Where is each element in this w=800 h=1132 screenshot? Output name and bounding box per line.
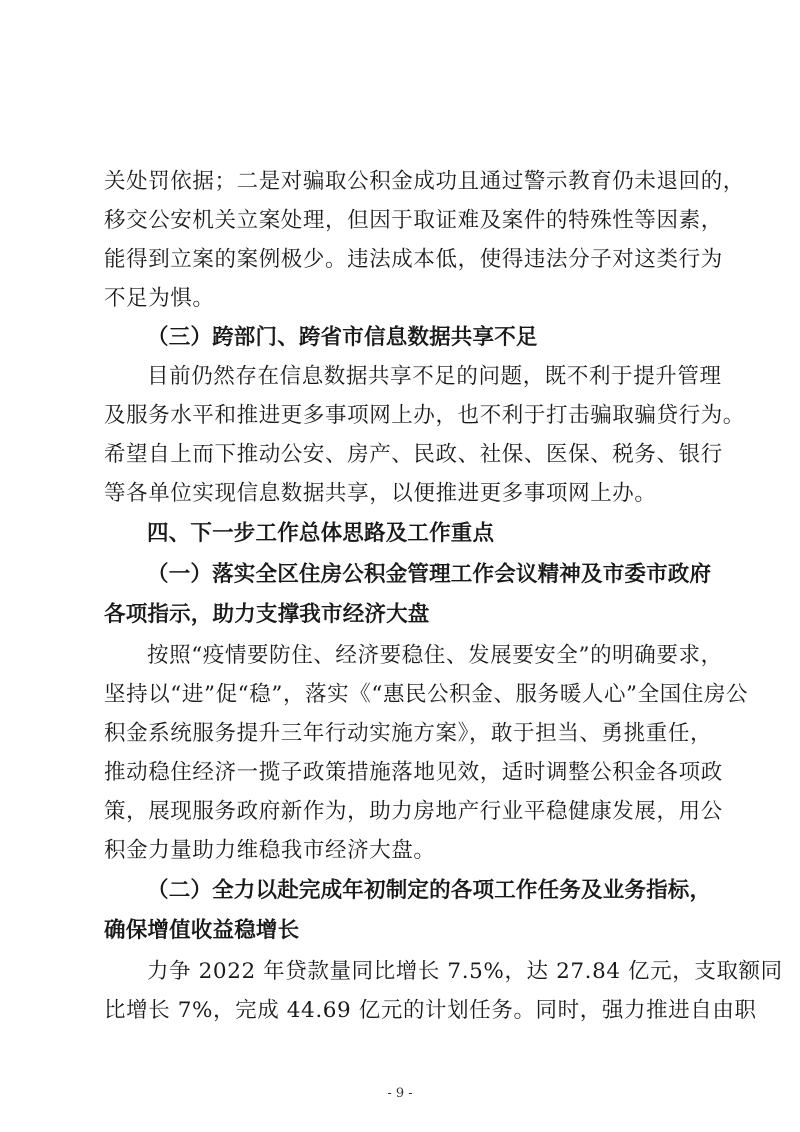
- paragraph-line: 不足为惧。: [104, 286, 215, 311]
- paragraph-line: 力争 2022 年贷款量同比增长 7.5%，达 27.84 亿元，支取额同: [147, 959, 783, 984]
- paragraph-line: 比增长 7%，完成 44.69 亿元的计划任务。同时，强力推进自由职: [104, 998, 757, 1023]
- paragraph-line: 按照“疫情要防住、经济要稳住、发展要安全”的明确要求，: [147, 643, 723, 668]
- subsection-heading-1: （一）落实全区住房公积金管理工作会议精神及市委市政府: [147, 562, 712, 587]
- paragraph-line: 希望自上而下推动公安、房产、民政、社保、医保、税务、银行: [104, 442, 723, 467]
- paragraph-line: 等各单位实现信息数据共享，以便推进更多事项网上办。: [104, 481, 657, 506]
- page-number: - 9 -: [387, 1086, 413, 1101]
- paragraph-line: 积金力量助力维稳我市经济大盘。: [104, 838, 436, 863]
- subsection-heading-2-cont: 确保增值收益稳增长: [104, 918, 300, 943]
- paragraph-line: 推动稳住经济一揽子政策措施落地见效，适时调整公积金各项政: [104, 760, 723, 785]
- subsection-heading-1-cont: 各项指示，助力支撑我市经济大盘: [104, 602, 430, 627]
- paragraph-line: 能得到立案的案例极少。违法成本低，使得违法分子对这类行为: [104, 247, 723, 272]
- section-heading-3: （三）跨部门、跨省市信息数据共享不足: [147, 325, 538, 350]
- paragraph-line: 及服务水平和推进更多事项网上办，也不利于打击骗取骗贷行为。: [104, 403, 745, 428]
- subsection-heading-2: （二）全力以赴完成年初制定的各项工作任务及业务指标，: [147, 878, 712, 903]
- paragraph-line: 坚持以“进”促“稳”，落实《“惠民公积金、服务暖人心”全国住房公: [104, 682, 749, 707]
- paragraph-line: 策，展现服务政府新作为，助力房地产行业平稳健康发展，用公: [104, 799, 723, 824]
- paragraph-line: 关处罚依据；二是对骗取公积金成功且通过警示教育仍未退回的，: [104, 169, 745, 194]
- chapter-heading-4: 四、下一步工作总体思路及工作重点: [147, 521, 495, 546]
- paragraph-line: 目前仍然存在信息数据共享不足的问题，既不利于提升管理: [147, 364, 722, 389]
- paragraph-line: 移交公安机关立案处理，但因于取证难及案件的特殊性等因素，: [104, 208, 723, 233]
- paragraph-line: 积金系统服务提升三年行动实施方案》，敢于担当、勇挑重任，: [104, 721, 713, 746]
